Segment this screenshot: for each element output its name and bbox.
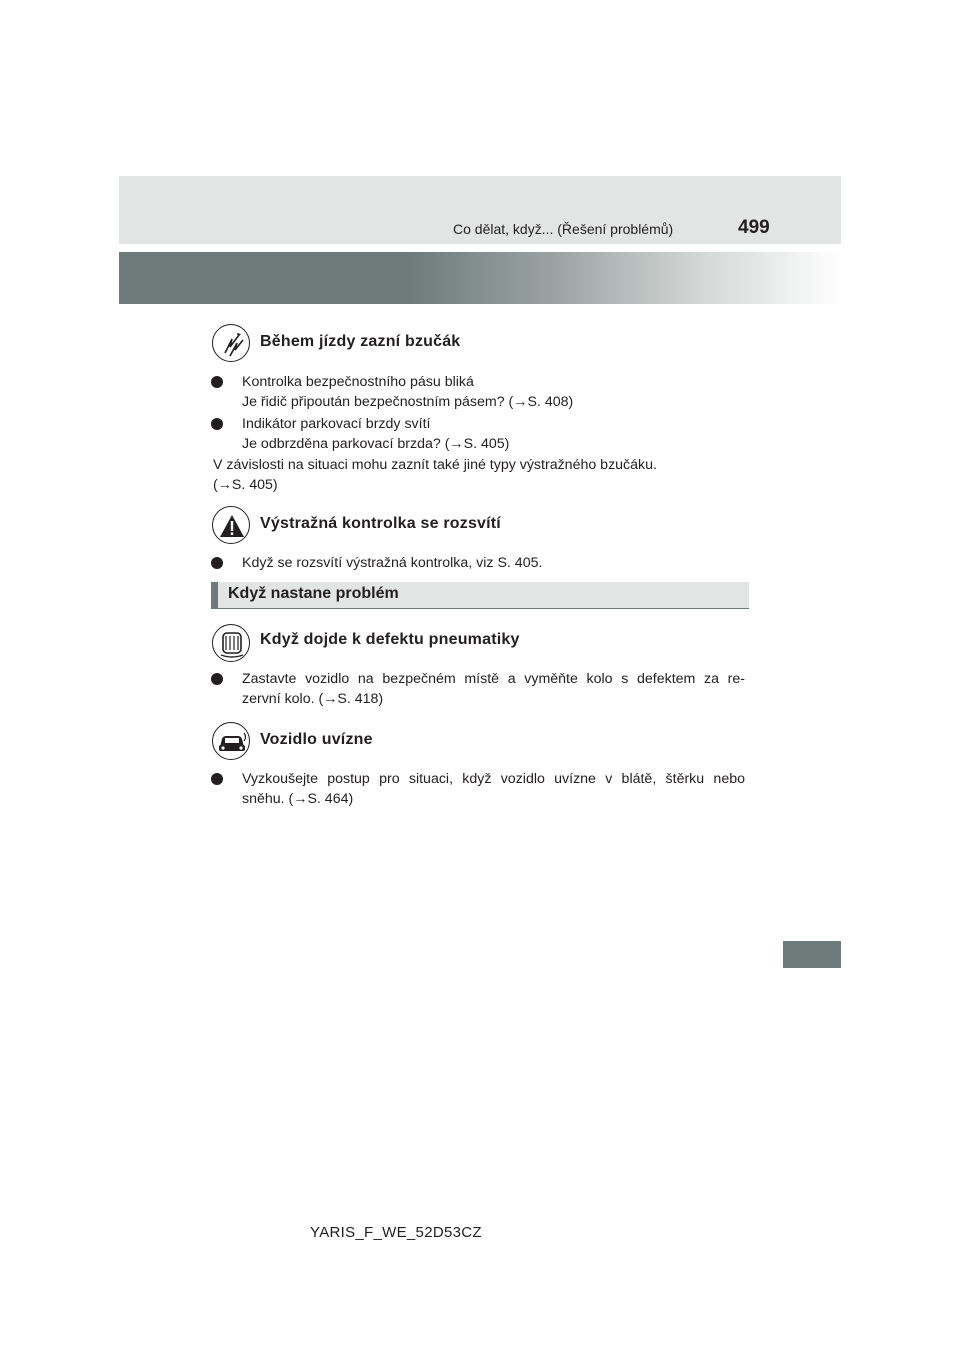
list-item — [211, 553, 745, 573]
buzzer-note — [213, 455, 745, 495]
list-item-line: Zastavte vozidlo na bezpečném místě a vyměňte kolo s defektem za re- — [242, 671, 745, 687]
warning-light-heading: Výstražná kontrolka se rozsvítí — [260, 515, 501, 532]
list-item-line: Vyzkoušejte postup pro situaci, když vozidlo uvízne v blátě, štěrku nebo — [242, 771, 745, 787]
list-item-line: Kontrolka bezpečnostního pásu bliká — [242, 374, 474, 390]
stuck-car-icon — [212, 722, 250, 760]
list-item — [211, 372, 745, 412]
warning-triangle-icon — [212, 506, 250, 544]
flat-tire-heading: Když dojde k defektu pneumatiky — [260, 631, 520, 648]
buzzer-heading: Během jízdy zazní bzučák — [260, 333, 461, 350]
chapter-gradient-bar — [119, 252, 841, 304]
bullet-icon — [211, 557, 223, 569]
list-item-line: Když se rozsvítí výstražná kontrolka, viz S. 405. — [242, 555, 543, 571]
buzzer-icon — [212, 324, 250, 362]
page-number: 499 — [738, 217, 770, 238]
list-item-line: Je řidič připoután bezpečnostním pásem? (→S. 408) — [242, 394, 574, 410]
header-title: Co dělat, když... (Řešení problémů) — [453, 221, 674, 237]
list-item-line: Indikátor parkovací brzdy svítí — [242, 416, 431, 432]
document-code: YARIS_F_WE_52D53CZ — [310, 1224, 482, 1241]
bullet-icon — [211, 773, 223, 785]
list-item-line: zervní kolo. (→S. 418) — [242, 691, 384, 707]
section-header — [211, 582, 749, 609]
bullet-icon — [211, 673, 223, 685]
list-item — [211, 414, 745, 454]
section-title: Když nastane problém — [228, 585, 399, 602]
bullet-icon — [211, 418, 223, 430]
list-item — [211, 669, 745, 709]
note-line: (→S. 405) — [213, 477, 278, 493]
stuck-heading: Vozidlo uvízne — [260, 731, 373, 748]
chapter-side-tab — [783, 941, 841, 968]
list-item-line: sněhu. (→S. 464) — [242, 791, 354, 807]
list-item-line: Je odbrzděna parkovací brzda? (→S. 405) — [242, 436, 510, 452]
bullet-icon — [211, 376, 223, 388]
note-line: V závislosti na situaci mohu zaznít také jiné typy výstražného bzučáku. — [213, 457, 657, 473]
tire-icon — [212, 624, 250, 662]
list-item — [211, 769, 745, 809]
